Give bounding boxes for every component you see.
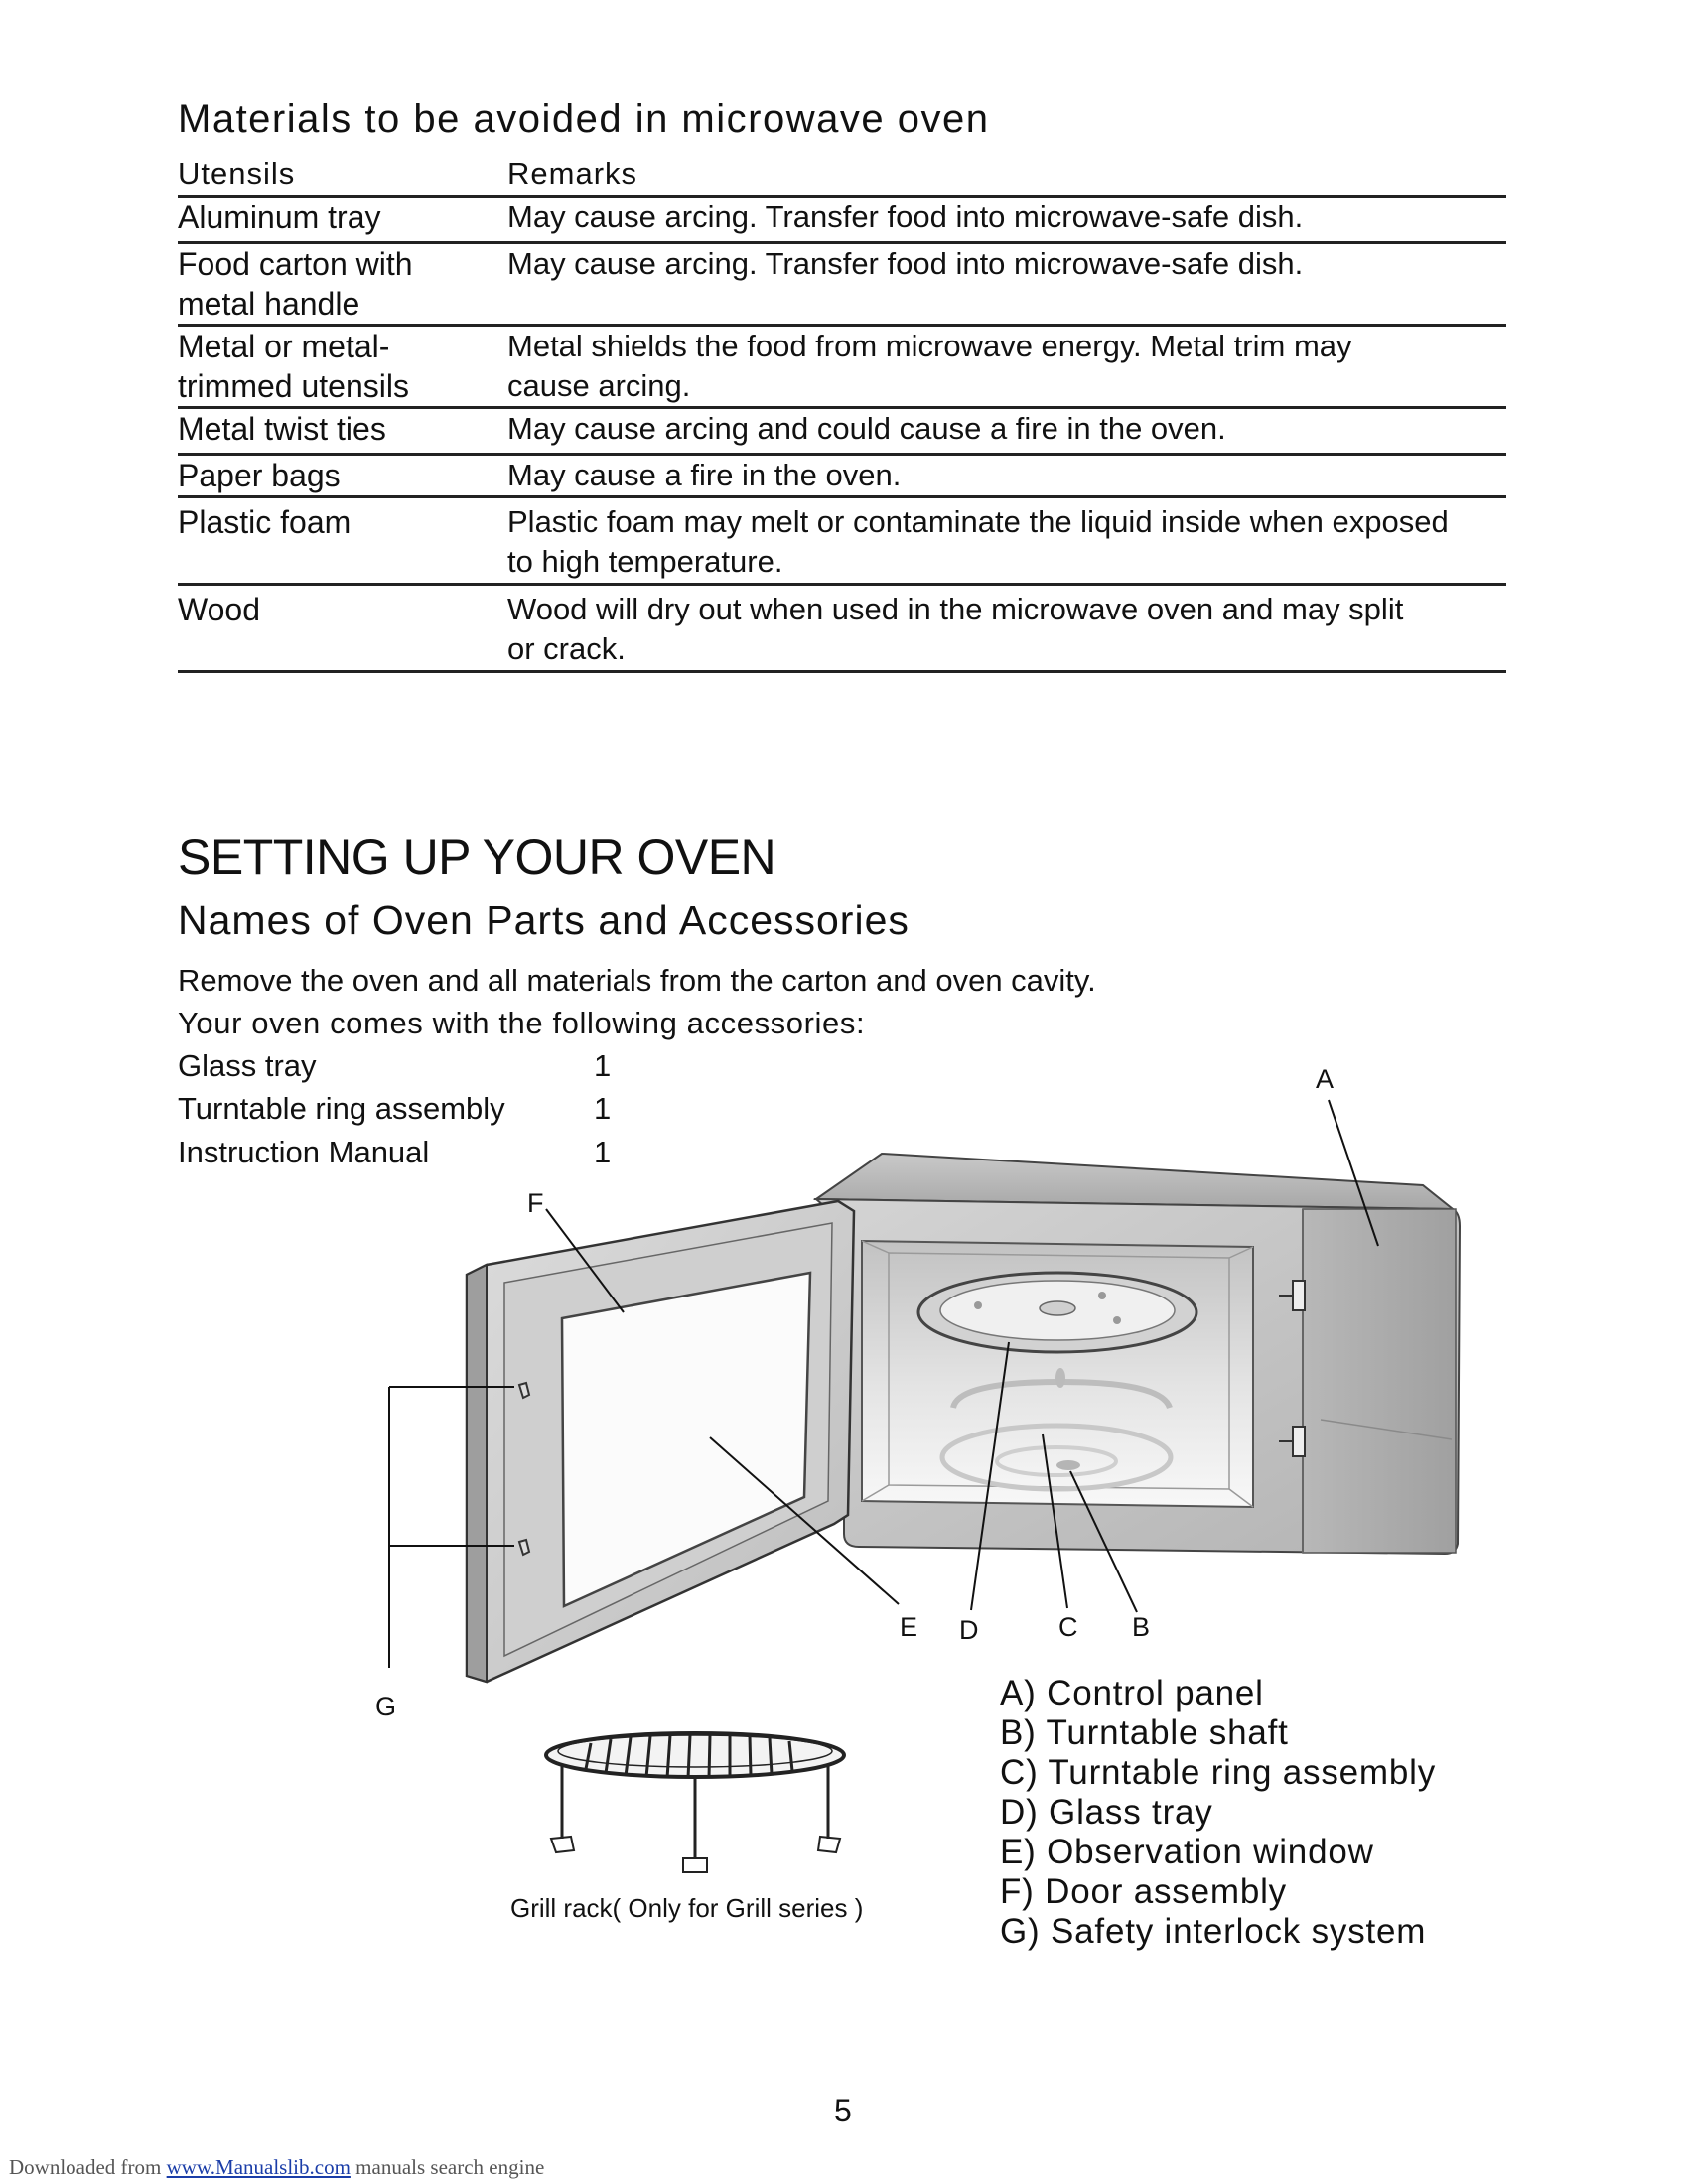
utensil-line: Paper bags [178, 458, 341, 493]
intro-text-1: Remove the oven and all materials from the carton and oven cavity. [178, 963, 1096, 998]
legend-item-e: E) Observation window [1000, 1833, 1374, 1871]
remark-line: Wood will dry out when used in the microwave oven and may split [507, 592, 1404, 626]
legend-item-a: A) Control panel [1000, 1674, 1264, 1712]
legend-item-g: G) Safety interlock system [1000, 1912, 1427, 1951]
utensil-line: Wood [178, 592, 261, 627]
oven-door [467, 1201, 854, 1682]
callout-e: E [900, 1612, 918, 1642]
callout-g: G [375, 1692, 397, 1721]
accessory-name: Glass tray [178, 1048, 317, 1083]
remark-line: May cause arcing and could cause a fire in the oven. [507, 411, 1226, 446]
legend-item-d: D) Glass tray [1000, 1793, 1213, 1832]
utensil-line: Aluminum tray [178, 200, 381, 235]
remark-line: May cause arcing. Transfer food into microwave-safe dish. [507, 200, 1304, 234]
accessory-name: Instruction Manual [178, 1135, 430, 1169]
footer-prefix: Downloaded from [9, 2155, 167, 2179]
remark-line: Metal shields the food from microwave energy. Metal trim may [507, 329, 1352, 363]
grill-rack-caption: Grill rack( Only for Grill series ) [510, 1893, 864, 1923]
manualslib-link[interactable]: www.Manualslib.com [166, 2155, 351, 2179]
section-subtitle: Names of Oven Parts and Accessories [178, 897, 910, 943]
utensil-line: Metal or metal- [178, 329, 390, 364]
header-utensils: Utensils [178, 156, 296, 191]
legend-item-f: F) Door assembly [1000, 1872, 1287, 1911]
remark-line: cause arcing. [507, 368, 691, 403]
utensil-line: Metal twist ties [178, 411, 386, 447]
utensil-line: trimmed utensils [178, 368, 409, 404]
remark-line: or crack. [507, 631, 626, 666]
accessory-qty: 1 [594, 1135, 612, 1169]
remark-line: May cause a fire in the oven. [507, 458, 902, 492]
accessory-name: Turntable ring assembly [178, 1091, 505, 1126]
header-remarks: Remarks [507, 156, 638, 191]
callout-d: D [959, 1615, 979, 1645]
grill-rack-illustration [546, 1733, 844, 1872]
legend-item-b: B) Turntable shaft [1000, 1713, 1289, 1752]
materials-title: Materials to be avoided in microwave oven [178, 97, 990, 141]
callout-b: B [1132, 1612, 1151, 1642]
remark-line: May cause arcing. Transfer food into microwave-safe dish. [507, 246, 1304, 281]
legend-item-c: C) Turntable ring assembly [1000, 1753, 1437, 1792]
remark-line: to high temperature. [507, 544, 783, 579]
utensil-line: metal handle [178, 286, 360, 322]
accessory-qty: 1 [594, 1048, 612, 1083]
section-title: SETTING UP YOUR OVEN [178, 829, 776, 885]
footer-suffix: manuals search engine [350, 2155, 545, 2179]
callout-c: C [1058, 1612, 1078, 1642]
callout-f: F [527, 1188, 544, 1218]
remark-line: Plastic foam may melt or contaminate the liquid inside when exposed [507, 504, 1449, 539]
utensil-line: Food carton with [178, 246, 413, 282]
accessory-qty: 1 [594, 1091, 612, 1126]
callout-a: A [1316, 1064, 1335, 1094]
intro-text-2: Your oven comes with the following accessories: [178, 1006, 866, 1040]
utensil-line: Plastic foam [178, 504, 352, 540]
download-footer [9, 2155, 544, 2180]
oven-cavity [862, 1241, 1253, 1507]
page-number: 5 [834, 2093, 852, 2128]
